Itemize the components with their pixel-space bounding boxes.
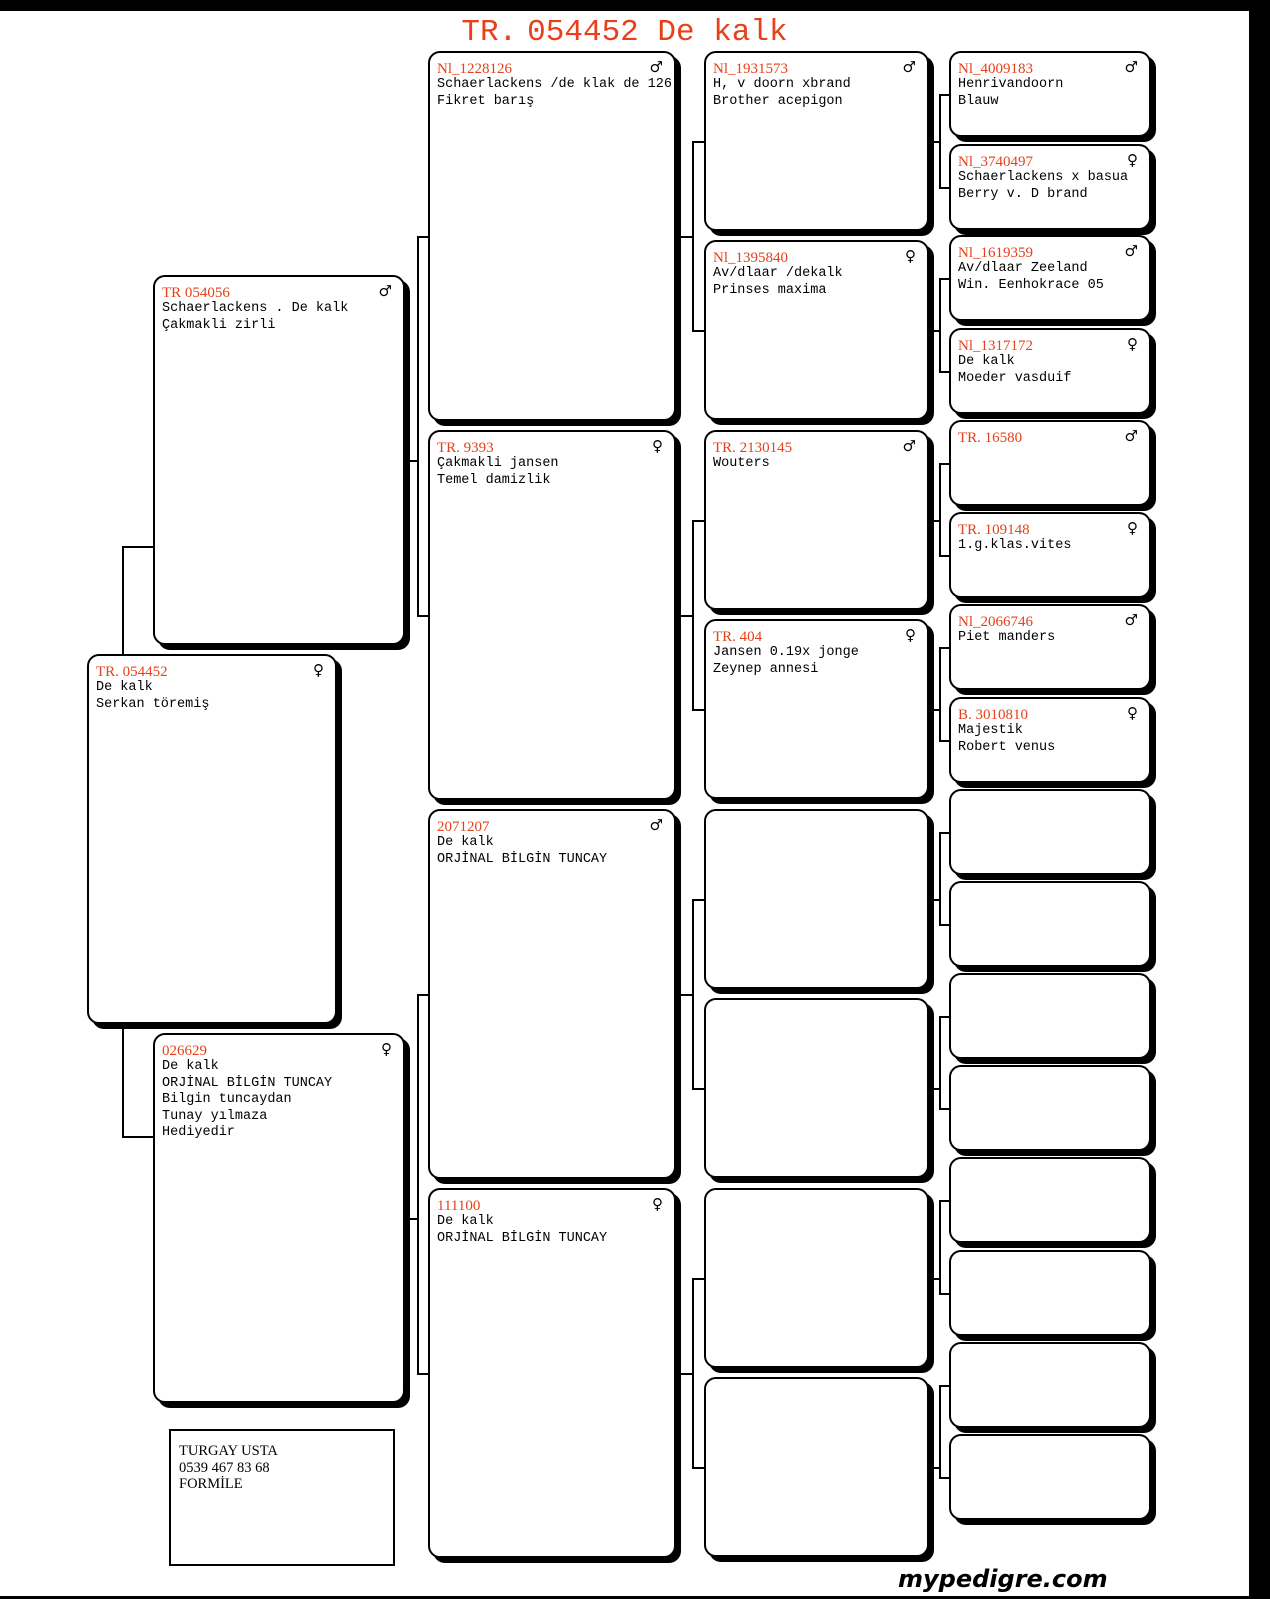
great-grandparent-card[interactable]: [704, 619, 929, 799]
female-icon: ♀: [652, 437, 663, 455]
bird-info-line: Temel damizlik: [437, 472, 551, 488]
ring-number: Nl_3740497: [958, 154, 1033, 170]
male-icon: ♂: [649, 816, 663, 834]
bird-info-line: ORJİNAL BİLGİN TUNCAY: [437, 851, 608, 867]
connector-line: [939, 278, 949, 280]
top-border: [0, 0, 1270, 11]
connector-line: [939, 1200, 941, 1295]
male-icon: ♂: [1124, 242, 1138, 260]
great-great-grandparent-card[interactable]: [949, 328, 1151, 414]
male-icon: ♂: [1124, 427, 1138, 445]
connector-line: [692, 1278, 694, 1469]
bird-info-line: Schaerlackens /de klak de 126: [437, 77, 672, 92]
female-icon: ♀: [1127, 151, 1138, 169]
title-name: 054452 De kalk: [527, 15, 788, 50]
ring-number: [958, 891, 1137, 907]
ring-number: Nl_2066746: [958, 614, 1033, 630]
ring-number: [958, 1167, 1137, 1183]
contact-name: TURGAY USTA: [179, 1443, 278, 1459]
connector-line: [939, 1477, 949, 1479]
connector-line: [939, 647, 949, 649]
bird-info-line: Bilgin tuncaydan: [162, 1092, 292, 1107]
ring-number: 2071207: [437, 819, 490, 835]
female-icon: ♀: [1127, 519, 1138, 537]
connector-line: [122, 546, 154, 548]
bird-info-line: De kalk: [162, 1059, 219, 1074]
connector-line: [939, 555, 949, 557]
ring-number: Nl_1931573: [713, 61, 788, 77]
grandparent-card[interactable]: [428, 1188, 676, 1558]
ring-number: [958, 1444, 1137, 1460]
bird-info-line: Piet manders: [958, 630, 1056, 645]
bird-info-line: Zeynep annesi: [713, 661, 819, 677]
grandparent-card[interactable]: [428, 430, 676, 800]
male-icon: ♂: [378, 282, 392, 300]
ring-number: B. 3010810: [958, 707, 1029, 723]
connector-line: [122, 1136, 154, 1138]
bird-info-line: Hediyedir: [162, 1125, 235, 1140]
ring-number: [958, 1075, 1137, 1091]
bird-info-line: Moeder vasduif: [958, 370, 1072, 386]
connector-line: [939, 647, 941, 742]
connector-line: [692, 709, 704, 711]
connector-line: [939, 832, 949, 834]
connector-line: [939, 1016, 949, 1018]
bird-info-line: Robert venus: [958, 739, 1056, 755]
female-icon: ♀: [381, 1040, 392, 1058]
connector-line: [692, 330, 704, 332]
ring-number: TR. 404: [713, 629, 763, 645]
male-icon: ♂: [902, 58, 916, 76]
bird-info-line: ORJİNAL BİLGİN TUNCAY: [162, 1075, 333, 1091]
great-great-grandparent-card[interactable]: [949, 1434, 1151, 1520]
male-icon: ♂: [902, 437, 916, 455]
bird-info-line: Fikret barış: [437, 93, 535, 109]
great-great-grandparent-card[interactable]: [949, 1250, 1151, 1336]
great-grandparent-card[interactable]: [704, 1377, 929, 1557]
great-great-grandparent-card[interactable]: [949, 1342, 1151, 1428]
connector-line: [939, 463, 941, 558]
female-icon: ♀: [905, 626, 916, 644]
connector-line: [939, 187, 949, 189]
bird-info-line: Jansen 0.19x jonge: [713, 645, 859, 660]
great-great-grandparent-card[interactable]: [949, 51, 1151, 137]
connector-line: [939, 1385, 949, 1387]
ring-number: 111100: [437, 1198, 481, 1214]
great-grandparent-card[interactable]: [704, 430, 929, 610]
male-icon: ♂: [1124, 58, 1138, 76]
bird-info-line: H, v doorn xbrand: [713, 77, 851, 92]
great-great-grandparent-card[interactable]: [949, 604, 1151, 690]
ring-number: TR. 16580: [958, 430, 1023, 446]
male-icon: ♂: [649, 58, 663, 76]
connector-line: [939, 1016, 941, 1111]
great-great-grandparent-card[interactable]: [949, 973, 1151, 1059]
connector-line: [939, 1108, 949, 1110]
ring-number: [958, 1352, 1137, 1368]
ring-number: Nl_1395840: [713, 250, 788, 266]
bird-info-line: Berry v. D brand: [958, 186, 1088, 202]
bird-info-line: Wouters: [713, 456, 770, 471]
bird-info-line: Schaerlackens x basua: [958, 170, 1129, 185]
female-icon: ♀: [652, 1195, 663, 1213]
dam-card[interactable]: [153, 1033, 405, 1403]
bird-info-line: De kalk: [96, 680, 153, 695]
female-icon: ♀: [905, 247, 916, 265]
brand-footer[interactable]: mypedigre.com: [898, 1565, 1108, 1593]
great-great-grandparent-card[interactable]: [949, 512, 1151, 598]
right-border: [1249, 0, 1270, 1599]
ring-number: [713, 819, 915, 835]
ring-number: [713, 1198, 915, 1214]
male-icon: ♂: [1124, 611, 1138, 629]
contact-note: FORMİLE: [179, 1476, 243, 1492]
bird-info-line: Majestik: [958, 723, 1023, 738]
ring-number: Nl_1619359: [958, 245, 1033, 261]
great-great-grandparent-card[interactable]: [949, 697, 1151, 783]
connector-line: [939, 463, 949, 465]
bird-info-line: Henrivandoorn: [958, 77, 1064, 92]
bird-info-line: De kalk: [958, 354, 1015, 369]
bird-info-line: Prinses maxima: [713, 282, 827, 298]
great-great-grandparent-card[interactable]: [949, 144, 1151, 230]
ring-number: TR. 054452: [96, 664, 168, 680]
great-grandparent-card[interactable]: [704, 1188, 929, 1368]
ring-number: [713, 1008, 915, 1024]
page-title: [0, 14, 1249, 52]
connector-line: [692, 520, 694, 711]
ring-number: Nl_4009183: [958, 61, 1033, 77]
bird-info-line: Schaerlackens . De kalk: [162, 301, 349, 316]
connector-line: [692, 141, 694, 332]
connector-line: [692, 1278, 704, 1280]
bird-info-line: Av/dlaar Zeeland: [958, 261, 1088, 276]
connector-line: [939, 1293, 949, 1295]
great-great-grandparent-card[interactable]: [949, 789, 1151, 875]
great-great-grandparent-card[interactable]: [949, 1157, 1151, 1243]
connector-line: [417, 994, 419, 1375]
ring-number: TR. 2130145: [713, 440, 793, 456]
ring-number: [713, 1387, 915, 1403]
title-ring: TR.: [461, 15, 518, 50]
ring-number: TR. 9393: [437, 440, 494, 456]
connector-line: [939, 1385, 941, 1480]
bird-info-line: Serkan töremiş: [96, 696, 210, 712]
bird-info-line: Çakmakli zirli: [162, 317, 276, 333]
bird-info-line: 1.g.klas.vites: [958, 538, 1072, 553]
connector-line: [939, 278, 941, 373]
grandparent-card[interactable]: [428, 809, 676, 1179]
great-grandparent-card[interactable]: [704, 51, 929, 231]
great-grandparent-card[interactable]: [704, 240, 929, 420]
ring-number: [958, 1260, 1137, 1276]
bird-info-line: ORJİNAL BİLGİN TUNCAY: [437, 1230, 608, 1246]
connector-line: [939, 924, 949, 926]
great-great-grandparent-card[interactable]: [949, 881, 1151, 967]
great-great-grandparent-card[interactable]: [949, 420, 1151, 506]
connector-line: [692, 1467, 704, 1469]
grandparent-card[interactable]: [428, 51, 676, 421]
bird-info-line: Win. Eenhokrace 05: [958, 277, 1104, 293]
ring-number: 026629: [162, 1043, 207, 1059]
connector-line: [692, 899, 694, 1090]
bird-info-line: De kalk: [437, 1214, 494, 1229]
connector-line: [692, 520, 704, 522]
ring-number: [958, 799, 1137, 815]
ring-number: [958, 983, 1137, 999]
bird-info-line: De kalk: [437, 835, 494, 850]
sire-card[interactable]: [153, 275, 405, 645]
female-icon: ♀: [1127, 704, 1138, 722]
connector-line: [939, 832, 941, 927]
great-grandparent-card[interactable]: [704, 809, 929, 989]
connector-line: [939, 94, 949, 96]
connector-line: [939, 371, 949, 373]
connector-line: [939, 94, 941, 189]
contact-phone: 0539 467 83 68: [179, 1459, 270, 1476]
contact-box: [169, 1429, 395, 1566]
great-grandparent-card[interactable]: [704, 998, 929, 1178]
connector-line: [939, 1200, 949, 1202]
connector-line: [692, 141, 704, 143]
bird-info-line: Çakmakli jansen: [437, 456, 559, 471]
bird-info-line: Tunay yılmaza: [162, 1108, 268, 1124]
bird-info-line: Brother acepigon: [713, 93, 843, 109]
ring-number: TR 054056: [162, 285, 230, 301]
ring-number: TR. 109148: [958, 522, 1030, 538]
ring-number: Nl_1228126: [437, 61, 512, 77]
ring-number: Nl_1317172: [958, 338, 1033, 354]
female-icon: ♀: [313, 661, 324, 679]
subject-card[interactable]: [87, 654, 337, 1024]
great-great-grandparent-card[interactable]: [949, 235, 1151, 321]
great-great-grandparent-card[interactable]: [949, 1065, 1151, 1151]
female-icon: ♀: [1127, 335, 1138, 353]
bird-info-line: Av/dlaar /dekalk: [713, 266, 843, 281]
connector-line: [417, 236, 419, 617]
connector-line: [692, 1088, 704, 1090]
connector-line: [692, 899, 704, 901]
bird-info-line: Blauw: [958, 93, 999, 109]
connector-line: [939, 740, 949, 742]
